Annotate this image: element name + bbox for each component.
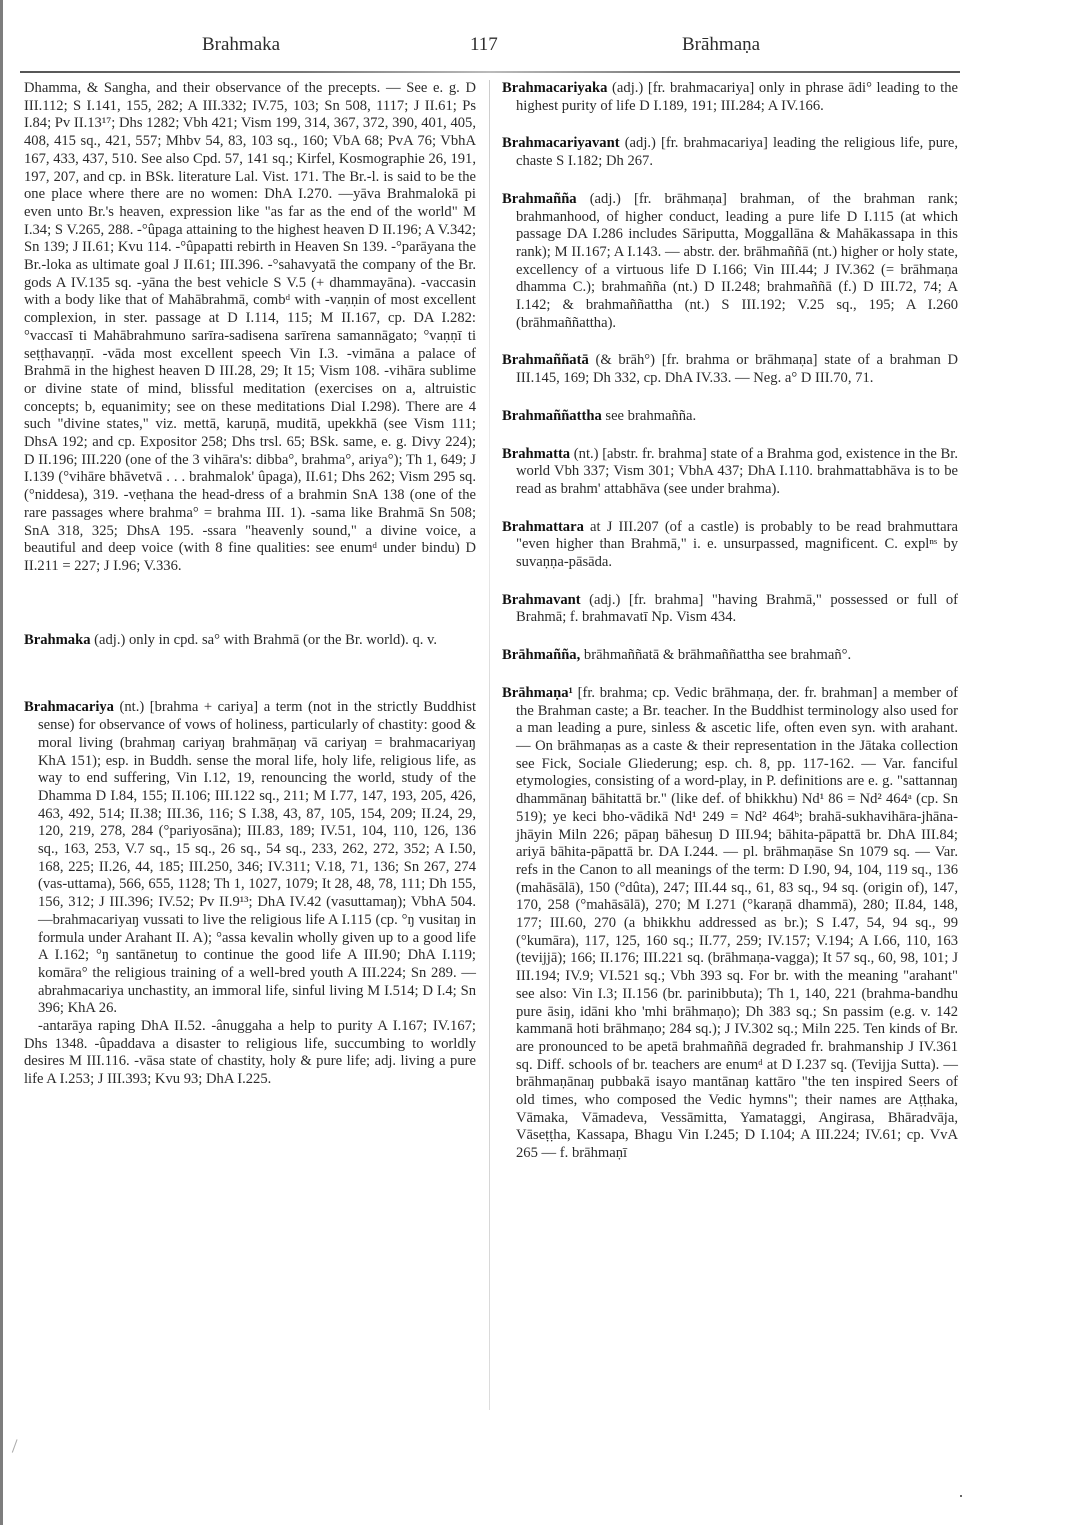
entry-body: (adj.) [fr. brahmacariya] leading the religious life, pure, chaste S I.182; Dh 267. — [516, 135, 958, 170]
entry-brahmacariya-compounds — [24, 1018, 476, 1089]
entry-brahmanna-long — [502, 647, 958, 665]
entry-subbody: -antarāya raping DhA II.52. -ânuggaha a help to purity A I.167; IV.167; Dhs 1348. -ûpaddava a disaster to religious life, succumbing to worldly desires M III.116. -vāsa state of chastity, holy & pure life; adj. living a pure life A I.253; J III.393; Kvu 93; DhA I.225. — [24, 1018, 476, 1088]
entry-brahmattara — [502, 519, 958, 572]
entry-body: (nt.) [abstr. fr. brahma] state of a Brahma god, existence in the Br. world Vbh 337; Vism 301; VbhA 437; DhA I.110. brahmattabhāva is to be read as brahm' attabhāva (see under brahma). — [516, 445, 958, 497]
entry-brahmacariya — [24, 699, 476, 1018]
headword: Brahmaka — [24, 631, 91, 648]
entry-body: see brahmañña. — [601, 407, 697, 424]
running-head-right: Brāhmaṇa — [682, 34, 761, 55]
entry-brahmacariyavant — [502, 135, 958, 170]
margin-mark — [12, 1439, 23, 1455]
entry-body: (& brāh°) [fr. brahma or brāhmaṇa] state of a brahman D III.145, 169; Dh 332, cp. DhA IV.33. — Neg. a° D III.70, 71. — [516, 352, 958, 387]
entry-body: at J III.207 (of a castle) is probably to be read brahmuttara "even higher than Brahmā," i. e. unsurpassed, magnificent. C. explⁿˢ by suvaṇṇa-pāsāda. — [516, 518, 958, 571]
entry-brahmatta — [502, 446, 958, 499]
headword: Brāhmaṇa¹ — [502, 684, 573, 701]
continuation-text: Dhamma, & Sangha, and their observance of the precepts. — See e. g. D III.112; S I.141, 155, 282; A III.332; IV.75, 103; Sn 508, 1117; J II.61; Ps I.84; Pv II.13¹⁷; Dhs 1282; Vbh 421; Vism 199, 314, 367, 372, 390, 401, 405, 408, 415 sq., 421, 557; Mhbv 54, 83, 103 sq., 160; VbA 68; PvA 76; VbhA 167, 433, 437, 510. See also Cpd. 57, 141 sq.; Kirfel, Kosmographie 26, 191, 197, 207, and cp. in BSk. literature Lal. Vist. 171. The Br.-l. is said to be the one place where there are no women: DhA I.270. —yāva Brahmalokā pi even unto Br.'s heaven, expression like "as far as the end of the world" M I.34; S V.265, 288. -°ûpaga attaining to the highest heaven D II.196; A V.342; Sn 139; J II.61; Kvu 114. -°ûpapatti rebirth in Heaven Sn 139. -°parāyana the Br.-loka as ultimate goal J II.61; III.396. -°sahavyatā the company of the Br. gods A IV.135 sq. -yāna the best vehicle S V.5 (+ dhammayāna). -vaccasin with a body like that of Mahābrahmā, combᵈ with -vaṇṇin of most excellent complexion, in ster. passage at D I.114, 115; M II.167, cp. DA I.282: °vaccasī ti Mahābrahmuno sarīra-sadisena sarīrena samannāgato; °vaṇṇī ti seṭṭhavaṇṇī. -vāda most excellent speech Vin I.3. -vimāna a palace of Brahmā in the highest heaven D III.28, 29; It 15; Vism 108. -vihāra sublime or divine state of mind, blissful meditation (exercises on a, altruistic concepts; b, equanimity; see on these meditations Dial I.298). There are 4 such "divine states," viz. mettā, karuṇā, muditā, upekkhā (see Vism 111; DhsA 192; and cp. Expositor 258; Dhs trsl. 65; BSk. same, e. g. Divy 224); D II.196; III.220 (one of the 3 vihāra's: dibba°, brahma°, ariya°); Th 1, 649; J I.139 (°vihāre bhāvetvā . . . brahmalok' ûpaga), II.61; Dhs 262; Vism 295 sq. (°niddesa), 319. -veṭhana the head-dress of a brahmin SnA 138 (one of the rare passages where brahma° = brahma III. 1). -sama like Brahmā Sn 508; SnA 318, 325; DhsA 195. -ssara "heavenly sound," a divine voice, a beautiful and deep voice (with 8 fine qualities: see enumᵈ under bindu) D II.211 = 227; J I.96; V.336. — [24, 80, 476, 574]
headword: Brahmaññatā — [502, 352, 589, 369]
entry-brahmaka — [24, 632, 476, 650]
headword: Brahmacariya — [24, 699, 114, 716]
headword: Brahmattara — [502, 518, 584, 535]
headword: Brahmacariyaka — [502, 80, 608, 96]
entry-body: (adj.) [fr. brahma] "having Brahmā," possessed or full of Brahmā; f. brahmavatī Np. Vism 434. — [516, 591, 958, 626]
entry-brahmacariyaka — [502, 80, 958, 115]
headword: Brahmavant — [502, 591, 581, 608]
headword: Brahmacariyavant — [502, 135, 620, 152]
entry-continuation — [24, 80, 476, 576]
entry-brahmannata — [502, 352, 958, 387]
entry-body: brāhmaññatā & brāhmaññattha see brahmañ°. — [580, 647, 852, 664]
headword: Brahmatta — [502, 445, 571, 462]
column-divider — [489, 80, 490, 1410]
headword: Brahmaññattha — [502, 407, 602, 424]
entry-brahmana — [502, 685, 958, 1163]
entry-brahmavant — [502, 592, 958, 627]
left-column — [24, 80, 476, 1089]
entry-body: (adj.) only in cpd. sa° with Brahmā (or the Br. world). q. v. — [90, 631, 438, 648]
page-edge-shadow — [0, 0, 3, 1525]
entry-body: (adj.) [fr. brāhmaṇa] brahman, of the brahman rank; brahmanhood, of higher conduct, leading a pure life D I.115 (at which passage DA I.286 includes Sāriputta, Moggallāna & Mahākassapa in this rank); M II.167; A I.143. — abstr. der. brāhmaññā (nt.) higher or holy state, excellency of a virtuous life D I.166; Vin III.44; J IV.362 (= brāhmaṇa dhamma C.); brahmañña (nt.) D II.248; brahmaññā (f.) D III.72, 74; A I.142; & brahmaññattha (nt.) S III.192; V.25 sq., 195; A I.260 (brāhmaññattha). — [516, 190, 958, 331]
entry-body: (adj.) [fr. brahmacariya] only in phrase ādi° leading to the highest purity of life D I.189, 191; III.284; A IV.166. — [516, 80, 958, 114]
headword: Brahmañña — [502, 190, 577, 207]
entry-body: (nt.) [brahma + cariya] a term (not in the strictly Buddhist sense) for observance of vows of holiness, particularly of chastity: good & moral living (brahmaŋ cariyaŋ brahmāṇaŋ vā cariyaŋ = brahmacariyaŋ KhA 151); esp. in Buddh. sense the moral life, holy life, religious life, as way to end suffering, Vin I.12, 19, renouncing the world, study of the Dhamma D I.84, 155; II.106; III.122 sq., 211; M I.77, 147, 193, 205, 426, 463, 492, 514; II.38; III.36, 116; S I.38, 43, 87, 105, 154, 209; II.24, 29, 120, 219, 278, 284 (°pariyosāna); III.83, 189; IV.51, 104, 110, 126, 136 sq., 163, 253, V.7 sq., 15 sq., 26 sq., 54 sq., 233, 262, 272, 352; A I.50, 168, 225; II.26, 44, 185; III.250, 346; IV.311; V.18, 71, 136; Sn 267, 274 (vas-uttama), 566, 655, 1128; Th 1, 1027, 1079; It 28, 48, 78, 111; Dh 155, 156, 312; J III.396; IV.52; Pv II.9¹³; DhA IV.42 (vasuttamaŋ); VbhA 504. —brahmacariyaŋ vussati to live the religious life A I.115 (cp. °ŋ vusitaŋ in formula under Arahant II. A); °assa kevalin wholly given up to a good life A I.162; °ŋ santānetuŋ to continue the good life A III.90; DhA I.119; komāra° the religious training of a well-bred youth A III.224; Sn 289. —abrahmacariya unchastity, an immoral life, sinful living M I.514; D I.4; Sn 396; KhA 26. — [38, 699, 476, 1017]
speck-mark — [960, 1495, 962, 1497]
entry-brahmannattha — [502, 408, 958, 426]
right-column — [502, 80, 958, 1183]
page-number: 117 — [470, 34, 498, 55]
running-head-left: Brahmaka — [202, 34, 281, 55]
entry-body: [fr. brahma; cp. Vedic brāhmaṇa, der. fr. brahman] a member of the Brahman caste; a Br. teacher. In the Buddhist terminology also used for a man leading a pure, sinless & ascetic life, often even syn. with arahant. — On brāhmaṇas as a caste & their representation in the Jātaka collection see Fick, Sociale Gliederung; esp. ch. 8, pp. 117-162. — Var. fanciful etymologies, consisting of a word-play, in P. definitions are e. g. "sattannaŋ dhammānaŋ bāhitattā br." (like def. of bhikkhu) Nd¹ 86 = Nd² 464ᵃ (cp. Sn 519); ye keci bho-vādikā Nd¹ 249 = Nd² 464ᵇ; brahā-sukhavihāra-jhāna-jhāyin Miln 226; pāpaŋ bāhesuŋ D III.94; bāhita-pāpattā br. DhA III.84; ariyā bāhita-pāpattā br. DA I.244. — pl. brāhmaṇāse Sn 1079 sq. — Var. refs in the Canon to all meanings of the term: D I.90, 94, 104, 119 sq., 136 (mahāsālā), 150 (°dûta), 247; III.44 sq., 61, 83 sq., 94 sq. (origin of), 147, 170, 258 (°mahāsālā), 270; M I.271 (°karaṇā dhammā), 280; II.84, 148, 177; III.60, 270 (a bhikkhu addressed as br.); S I.47, 54, 94 sq., 99 (°kumāra), 117, 125, 160 sq.; II.77, 259; IV.157; V.194; A I.66, 110, 163 (tevijjā); 166; II.176; III.221 sq. (brāhmaṇa-vagga); It 57 sq., 60, 98, 101; J III.194; IV.9; VI.521 sq.; Vbh 393 sq. For br. with the meaning "arahant" see also: Vin I.3; II.156 (br. parinibbuta); Th 1, 140, 221 (brahma-bandhu pure āsiŋ, idāni kho 'mhi brāhmaṇo); Dh 383 sq.; Sn passim (e.g. v. 142 kammanā hoti brāhmaṇo; 284 sq.); J IV.302 sq.; Miln 225. Ten kinds of Br. are pronounced to be apetā brahmaññā degraded fr. brahmanship J IV.361 sq. Diff. schools of br. teachers are enumᵈ at D I.237 sq. (Tevijja Sutta). —brāhmaṇānaŋ pubbakā isayo mantānaŋ kattāro "the ten inspired Seers of old times, who composed the Vedic hymns"; their names are Aṭṭhaka, Vāmaka, Vāmadeva, Vessāmitta, Yamataggi, Angirasa, Bhāradvāja, Vāseṭṭha, Kassapa, Bhagu Vin I.245; D I.104; A III.224; IV.61; cp. VvA 265 — f. brāhmaṇī — [516, 684, 958, 1162]
running-head — [0, 34, 1073, 64]
header-rule — [20, 71, 960, 73]
headword: Brāhmañña, — [502, 647, 581, 664]
entry-brahmanna — [502, 191, 958, 333]
